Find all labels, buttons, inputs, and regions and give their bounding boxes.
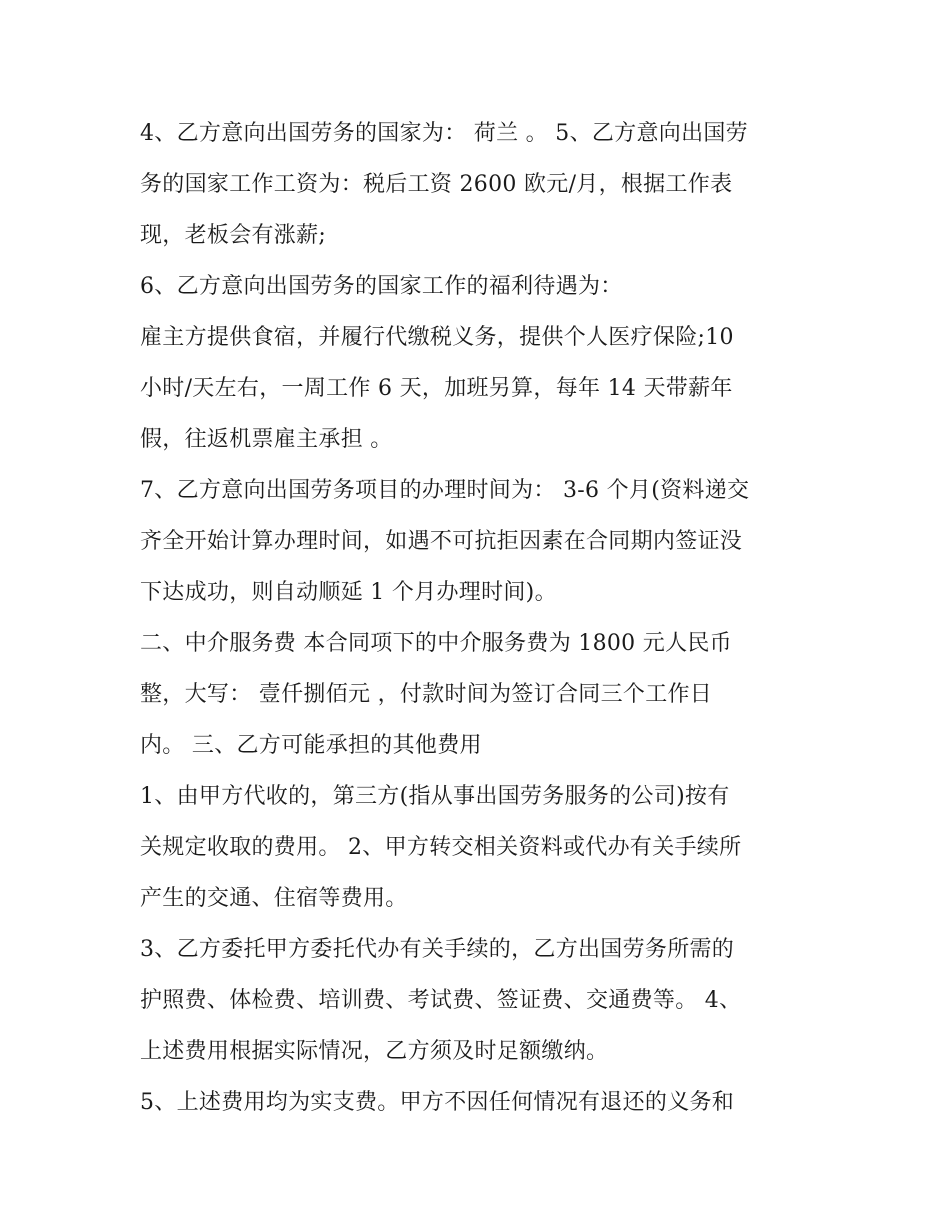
text-line: 7、乙方意向出国劳务项目的办理时间为： 3-6 个月(资料递交	[140, 478, 750, 503]
document-body	[140, 108, 820, 1128]
text-line: 4、乙方意向出国劳务的国家为： 荷兰 。 5、乙方意向出国劳	[140, 121, 748, 146]
text-line: 下达成功，则自动顺延 1 个月办理时间)。	[140, 580, 557, 605]
text-line: 雇主方提供食宿，并履行代缴税义务，提供个人医疗保险;10	[140, 325, 734, 350]
text-line: 1、由甲方代收的，第三方(指从事出国劳务服务的公司)按有	[140, 784, 730, 809]
text-line: 3、乙方委托甲方委托代办有关手续的，乙方出国劳务所需的	[140, 937, 735, 962]
text-line: 上述费用根据实际情况，乙方须及时足额缴纳。	[140, 1039, 609, 1064]
text-line: 齐全开始计算办理时间，如遇不可抗拒因素在合同期内签证没	[140, 529, 743, 554]
text-line: 6、乙方意向出国劳务的国家工作的福利待遇为：	[140, 274, 623, 299]
text-line: 二、中介服务费 本合同项下的中介服务费为 1800 元人民币	[140, 631, 732, 656]
text-line: 务的国家工作工资为：税后工资 2600 欧元/月，根据工作表	[140, 172, 733, 197]
text-line: 护照费、体检费、培训费、考试费、签证费、交通费等。 4、	[140, 988, 742, 1013]
text-line: 整，大写： 壹仟捌佰元 ，付款时间为签订合同三个工作日	[140, 682, 713, 707]
text-line: 产生的交通、住宿等费用。	[140, 886, 408, 911]
text-line: 内。 三、乙方可能承担的其他费用	[140, 733, 482, 758]
text-line: 现，老板会有涨薪;	[140, 223, 327, 248]
text-line: 5、上述费用均为实支费。甲方不因任何情况有退还的义务和	[140, 1090, 735, 1115]
text-line: 小时/天左右，一周工作 6 天，加班另算，每年 14 天带薪年	[140, 376, 733, 401]
text-line: 关规定收取的费用。 2、甲方转交相关资料或代办有关手续所	[140, 835, 742, 860]
text-line: 假，往返机票雇主承担 。	[140, 427, 393, 452]
